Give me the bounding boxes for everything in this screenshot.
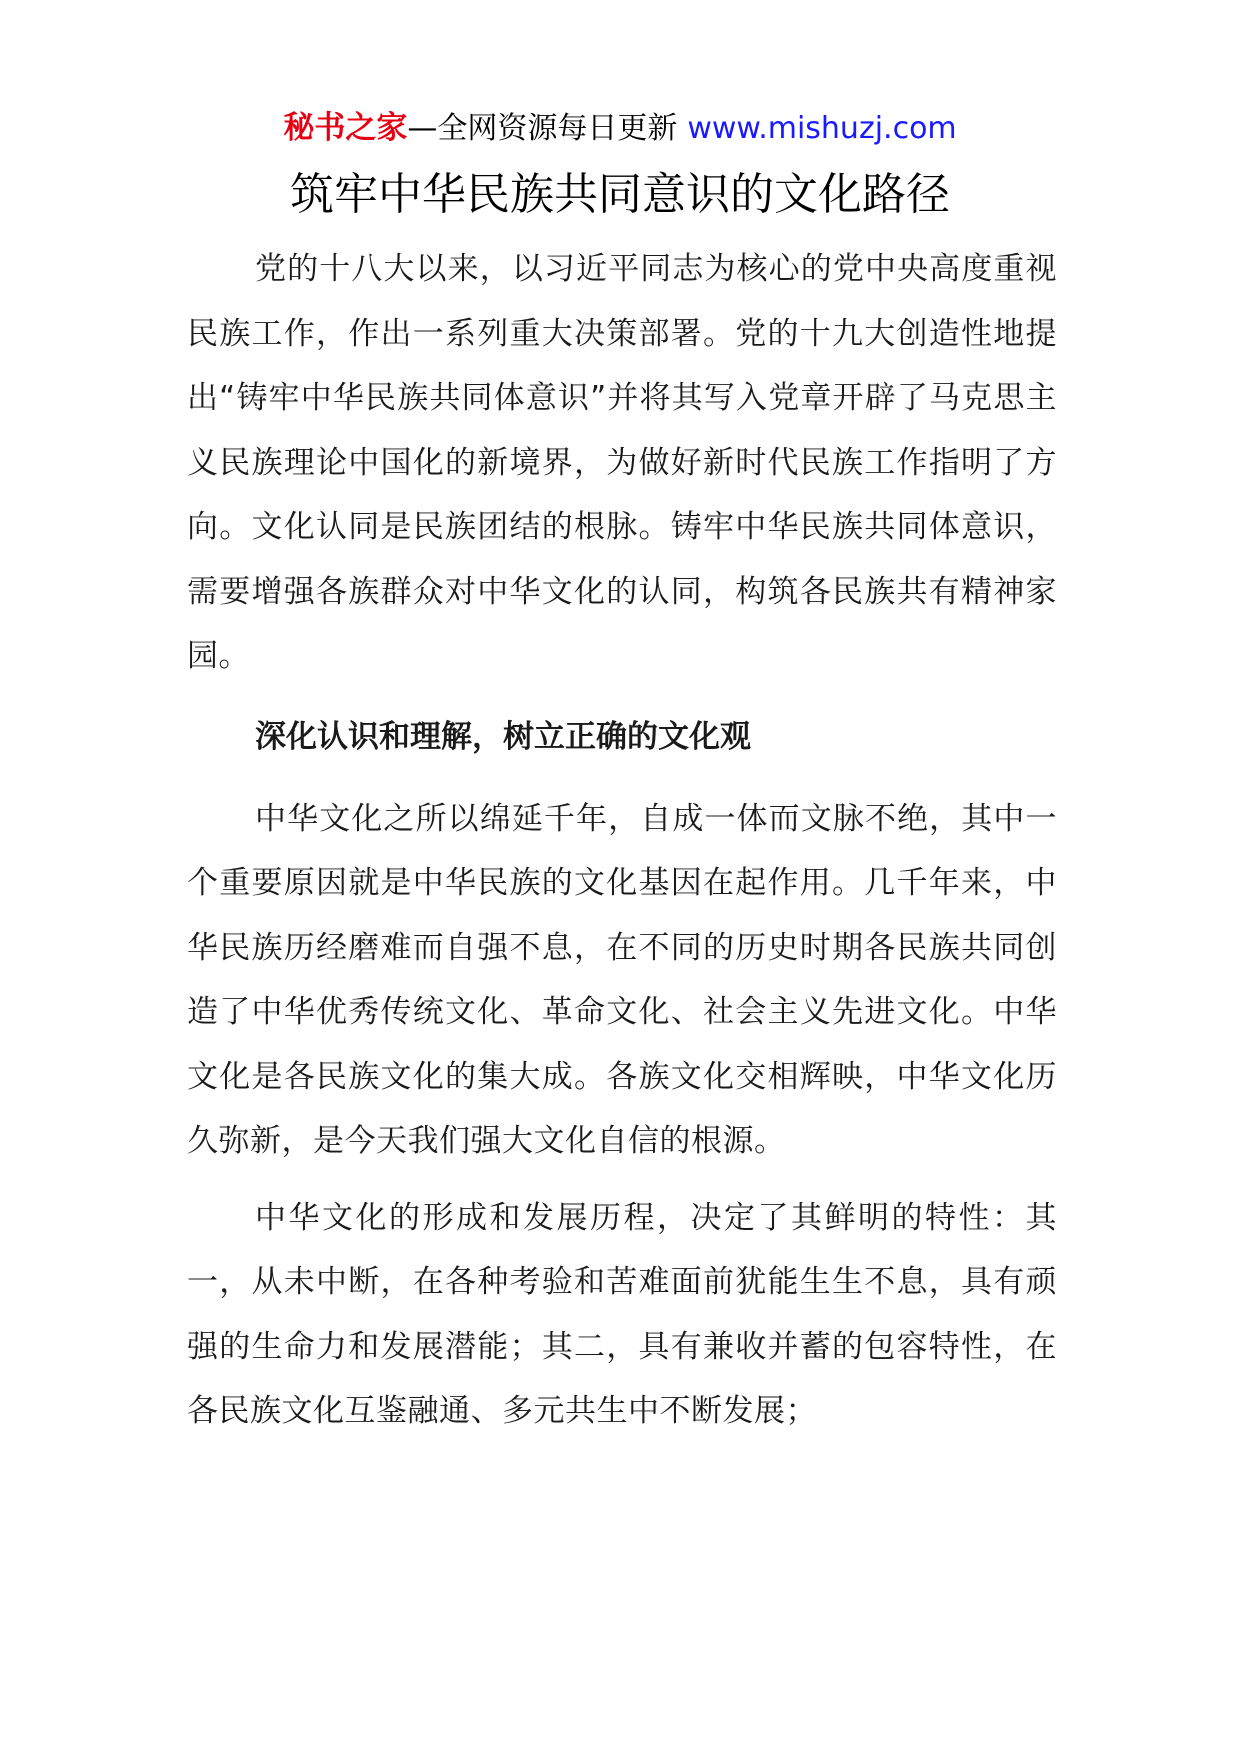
site-url-link[interactable]: www.mishuzj.com bbox=[687, 111, 957, 146]
section-paragraph-1: 中华文化之所以绵延千年，自成一体而文脉不绝，其中一个重要原因就是中华民族的文化基因在起作用。几千年来，中华民族历经磨难而自强不息，在不同的历史时期各民族共同创造了中华优秀传统文化、革命文化、社会主义先进文化。中华文化是各民族文化的集大成。各族文化交相辉映，中华文化历久弥新，是今天我们强大文化自信的根源。 bbox=[187, 800, 1057, 1159]
brand-name: 秘书之家 bbox=[283, 110, 408, 146]
document-body bbox=[187, 237, 1057, 1456]
section-paragraph-2: 中华文化的形成和发展历程，决定了其鲜明的特性：其一，从未中断，在各种考验和苦难面前犹能生生不息，具有顽强的生命力和发展潜能；其二，具有兼收并蓄的包容特性，在各民族文化互鉴融通、多元共生中不断发展； bbox=[187, 1199, 1057, 1429]
document-title: 筑牢中华民族共同意识的文化路径 bbox=[290, 169, 950, 220]
site-header bbox=[0, 98, 1240, 159]
header-tagline: —全网资源每日更新 bbox=[407, 111, 678, 146]
section-heading: 深化认识和理解，树立正确的文化观 bbox=[255, 718, 751, 755]
intro-paragraph: 党的十八大以来，以习近平同志为核心的党中央高度重视民族工作，作出一系列重大决策部署。党的十九大创造性地提出“铸牢中华民族共同体意识”并将其写入党章开辟了马克思主义民族理论中国化的新境界，为做好新时代民族工作指明了方向。文化认同是民族团结的根脉。铸牢中华民族共同体意识，需要增强各族群众对中华文化的认同，构筑各民族共有精神家园。 bbox=[187, 251, 1057, 674]
